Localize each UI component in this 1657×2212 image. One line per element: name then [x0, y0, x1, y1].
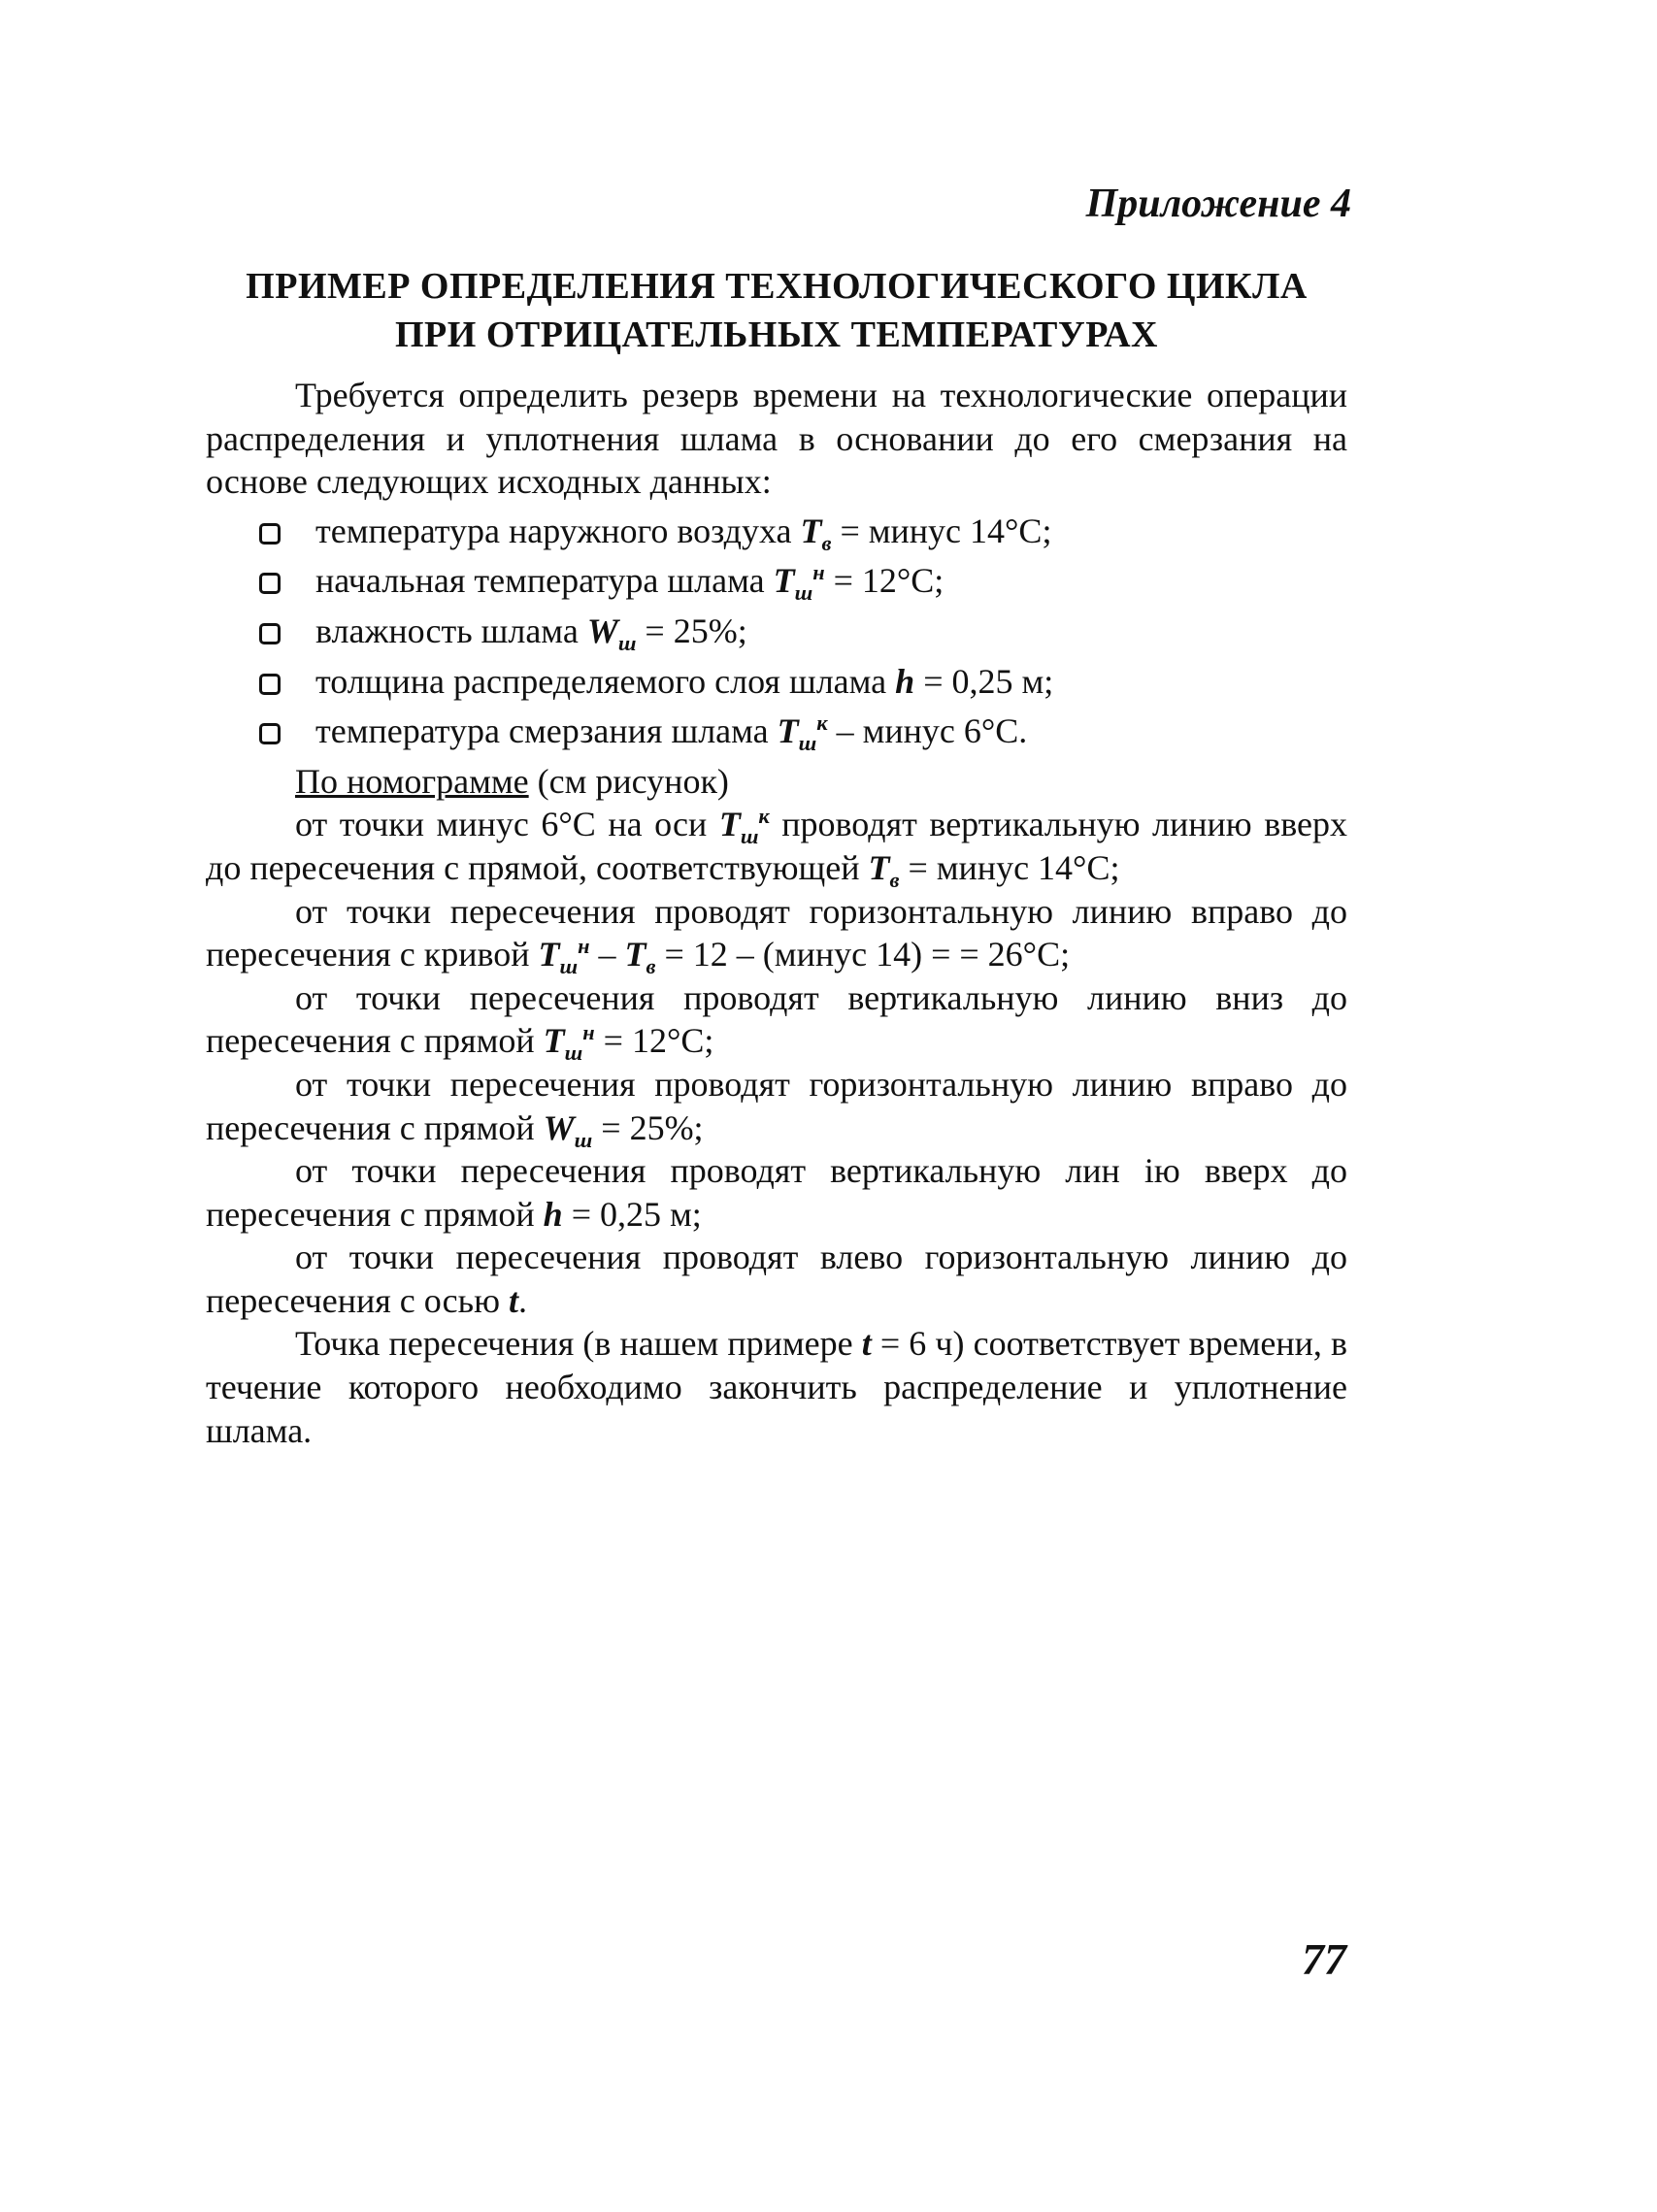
checkbox-bullet-icon: [259, 623, 281, 644]
title-line-1: ПРИМЕР ОПРЕДЕЛЕНИЯ ТЕХНОЛОГИЧЕСКОГО ЦИКЛА: [246, 266, 1308, 307]
document-body: [206, 374, 1347, 1452]
list-item: температура наружного воздуха $T_в$ = минус 14°С;: [259, 510, 1347, 553]
symbol: $W_ш$: [586, 611, 637, 656]
symbol: $T_ш^к$: [777, 710, 828, 756]
step-1: от точки минус 6°С на оси $T_ш^к$ проводят вертикальную линию вверх до пересечения с прямой, соответствующей $T_в$ = минус 14°С;: [206, 804, 1347, 893]
step-5: от точки пересечения проводят вертикальную лин ію вверх до пересечения с прямой h = 0,25 м;: [206, 1151, 1347, 1234]
list-item: температура смерзания шлама $T_ш^к$ – минус 6°С.: [259, 710, 1347, 753]
checkbox-bullet-icon: [259, 723, 281, 744]
page-number: 77: [1302, 1934, 1346, 1984]
checkbox-bullet-icon: [259, 573, 281, 594]
step-3: от точки пересечения проводят вертикальную линию вниз до пересечения с прямой $T_ш^н = 12^\circ С$;: [206, 977, 1347, 1066]
checkbox-bullet-icon: [259, 674, 281, 695]
nomogram-intro: По номограмме (см рисунок): [295, 761, 729, 801]
conclusion-paragraph: Точка пересечения (в нашем примере t = 6 ч) соответствует времени, в течение которого необходимо закончить распределение и уплотнение шлама.: [206, 1324, 1347, 1450]
step-4: от точки пересечения проводят горизонтальную линию вправо до пересечения с прямой $W_ш = 25\%$;: [206, 1064, 1347, 1152]
title-line-2: ПРИ ОТРИЦАТЕЛЬНЫХ ТЕМПЕРАТУРАХ: [395, 314, 1158, 355]
checkbox-bullet-icon: [259, 523, 281, 545]
symbol: h: [895, 661, 915, 701]
step-2: от точки пересечения проводят горизонтальную линию вправо до пересечения с кривой $T_ш^н - T_в = 12$ – (минус 14) = = 26°С;: [206, 891, 1347, 979]
nomogram-reference: По номограмме: [295, 761, 529, 801]
intro-paragraph: Требуется определить резерв времени на технологические операции распределения и уплотнения шлама в основании до его смерзания на основе следующих исходных данных:: [206, 376, 1347, 502]
list-item: толщина распределяемого слоя шлама h = 0,25 м;: [259, 660, 1347, 704]
symbol: $T_в$: [800, 511, 832, 555]
list-item: начальная температура шлама $T_ш^н = 12^\circ С$;: [259, 559, 1347, 603]
step-6: от точки пересечения проводят влево горизонтальную линию до пересечения с осью t.: [206, 1238, 1347, 1320]
symbol: $T_ш^н$: [773, 560, 825, 606]
appendix-label: Приложение 4: [1085, 182, 1351, 226]
list-item: влажность шлама $W_ш = 25\%$;: [259, 610, 1347, 653]
initial-data-list: [206, 510, 1347, 756]
page-title: [194, 262, 1359, 359]
